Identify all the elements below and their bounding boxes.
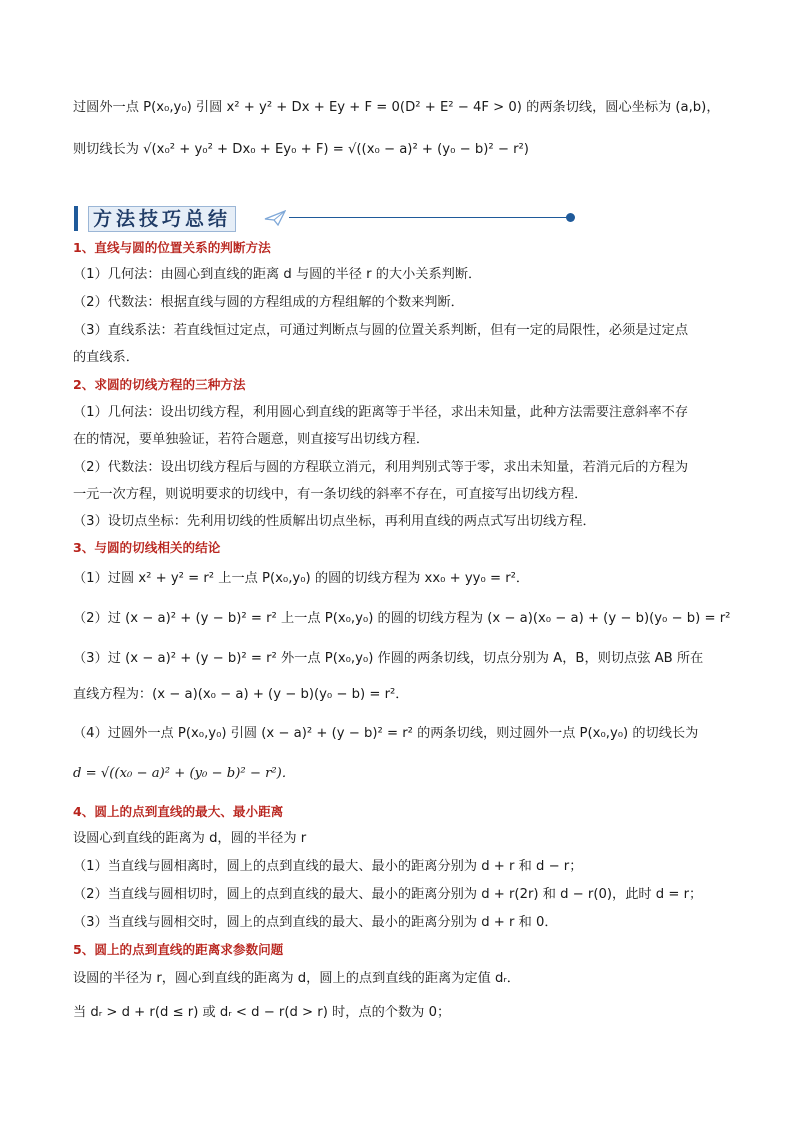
method-summary-banner [74,203,584,235]
section-4-line-4: （3）当直线与圆相交时，圆上的点到直线的最大、最小的距离分别为 d + r 和 0． [73,915,558,930]
section-1-line-1: （1）几何法：由圆心到直线的距离 d 与圆的半径 r 的大小关系判断． [73,267,482,282]
section-3-line-6: d = √((x₀ − a)² + (y₀ − b)² − r²)． [73,766,295,781]
section-2-line-2: 在的情况，要单独验证，若符合题意，则直接写出切线方程． [73,432,430,447]
section-3-line-1: （1）过圆 x² + y² = r² 上一点 P(x₀,y₀) 的圆的切线方程为 xx₀ + yy₀ = r²． [73,571,530,586]
section-4-line-2: （1）当直线与圆相离时，圆上的点到直线的最大、最小的距离分别为 d + r 和 d − r； [73,859,583,874]
section-3-line-5: （4）过圆外一点 P(x₀,y₀) 引圆 (x − a)² + (y − b)² = r² 的两条切线，则过圆外一点 P(x₀,y₀) 的切线长为 [73,726,699,741]
section-3-line-2: （2）过 (x − a)² + (y − b)² = r² 上一点 P(x₀,y₀) 的圆的切线方程为 (x − a)(x₀ − a) + (y − b)(y₀ − b) = r² [73,611,731,626]
section-1-heading: 1、直线与圆的位置关系的判断方法 [73,240,271,255]
section-2-line-3: （2）代数法：设出切线方程后与圆的方程联立消元，利用判别式等于零，求出未知量，若消元后的方程为 [73,460,689,475]
intro-line-1: 过圆外一点 P(x₀,y₀) 引圆 x² + y² + Dx + Ey + F = 0(D² + E² − 4F > 0) 的两条切线，圆心坐标为 (a,b)， [73,100,720,115]
banner-rule [289,217,569,218]
section-5-heading: 5、圆上的点到直线的距离求参数问题 [73,942,284,957]
banner-title: 方法技巧总结 [88,206,236,232]
section-5-line-2: 当 dᵣ > d + r(d ≤ r) 或 dᵣ < d − r(d > r) 时，点的个数为 0； [73,1005,451,1020]
banner-dot [566,213,575,222]
paper-plane-icon [264,210,286,226]
section-2-heading: 2、求圆的切线方程的三种方法 [73,377,246,392]
section-2-line-4: 一元一次方程，则说明要求的切线中，有一条切线的斜率不存在，可直接写出切线方程． [73,487,588,502]
section-1-line-4: 的直线系． [73,350,139,365]
section-4-line-1: 设圆心到直线的距离为 d，圆的半径为 r [73,831,307,846]
intro-line-2: 则切线长为 √(x₀² + y₀² + Dx₀ + Ey₀ + F) = √((x₀ − a)² + (y₀ − b)² − r²) [73,142,529,157]
section-3-line-3: （3）过 (x − a)² + (y − b)² = r² 外一点 P(x₀,y₀) 作圆的两条切线，切点分别为 A，B，则切点弦 AB 所在 [73,651,704,666]
section-4-heading: 4、圆上的点到直线的最大、最小距离 [73,804,284,819]
section-2-line-1: （1）几何法：设出切线方程，利用圆心到直线的距离等于半径，求出未知量，此种方法需要注意斜率不存 [73,405,689,420]
section-2-line-5: （3）设切点坐标：先利用切线的性质解出切点坐标，再利用直线的两点式写出切线方程． [73,514,596,529]
section-1-line-3: （3）直线系法：若直线恒过定点，可通过判断点与圆的位置关系判断，但有一定的局限性，必须是过定点 [73,323,689,338]
banner-accent-bar [74,206,78,231]
section-1-line-2: （2）代数法：根据直线与圆的方程组成的方程组解的个数来判断． [73,295,464,310]
section-4-line-3: （2）当直线与圆相切时，圆上的点到直线的最大、最小的距离分别为 d + r(2r) 和 d − r(0)，此时 d = r； [73,887,703,902]
section-3-heading: 3、与圆的切线相关的结论 [73,540,221,555]
section-3-line-4: 直线方程为：(x − a)(x₀ − a) + (y − b)(y₀ − b) = r²． [73,687,409,702]
section-5-line-1: 设圆的半径为 r，圆心到直线的距离为 d，圆上的点到直线的距离为定值 dᵣ． [73,971,520,986]
